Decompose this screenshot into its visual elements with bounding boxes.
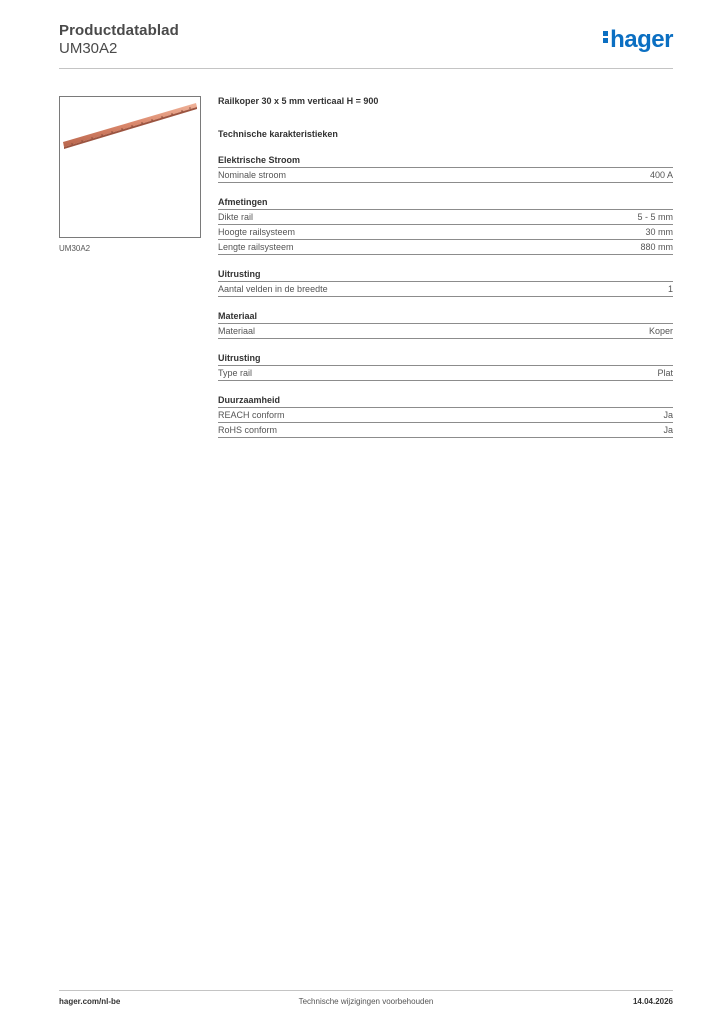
spec-value: 1 bbox=[667, 284, 673, 294]
spec-value: Ja bbox=[663, 425, 673, 435]
footer-notice: Technische wijzigingen voorbehouden bbox=[298, 997, 434, 1006]
section-title: Uitrusting bbox=[218, 353, 673, 366]
section-title: Uitrusting bbox=[218, 269, 673, 282]
copper-busbar-image bbox=[60, 97, 200, 237]
spec-row bbox=[218, 225, 673, 240]
spec-label: Type rail bbox=[218, 368, 253, 378]
spec-row bbox=[218, 324, 673, 339]
section-title: Afmetingen bbox=[218, 197, 673, 210]
spec-value: 5 - 5 mm bbox=[637, 212, 673, 222]
spec-section-equipment bbox=[218, 269, 673, 297]
spec-value: 400 A bbox=[649, 170, 673, 180]
spec-value: 30 mm bbox=[645, 227, 673, 237]
logo-text: hager bbox=[610, 26, 673, 53]
section-title: Duurzaamheid bbox=[218, 395, 673, 408]
spec-section-electrical bbox=[218, 155, 673, 183]
spec-value: Ja bbox=[663, 410, 673, 420]
spec-row bbox=[218, 423, 673, 438]
spec-label: Dikte rail bbox=[218, 212, 254, 222]
spec-label: Aantal velden in de breedte bbox=[218, 284, 328, 294]
spec-value: 880 mm bbox=[640, 242, 673, 252]
spec-label: Lengte railsysteem bbox=[218, 242, 294, 252]
page-header bbox=[59, 20, 673, 68]
hager-logo bbox=[603, 28, 673, 52]
footer-date: 14.04.2026 bbox=[632, 997, 673, 1006]
footer-website-link[interactable]: hager.com/nl-be bbox=[59, 997, 121, 1006]
spec-value: Plat bbox=[657, 368, 673, 378]
spec-label: REACH conform bbox=[218, 410, 285, 420]
image-caption: UM30A2 bbox=[59, 244, 91, 253]
spec-label: Hoogte railsysteem bbox=[218, 227, 296, 237]
spec-section-dimensions bbox=[218, 197, 673, 255]
spec-row bbox=[218, 282, 673, 297]
spec-section-material bbox=[218, 311, 673, 339]
logo-dots-icon bbox=[603, 29, 608, 45]
spec-value: Koper bbox=[648, 326, 673, 336]
spec-section-equipment-2 bbox=[218, 353, 673, 381]
spec-label: Nominale stroom bbox=[218, 170, 287, 180]
header-divider bbox=[59, 68, 673, 69]
spec-row bbox=[218, 168, 673, 183]
spec-row bbox=[218, 210, 673, 225]
section-title: Elektrische Stroom bbox=[218, 155, 673, 168]
spec-row bbox=[218, 240, 673, 255]
technical-heading: Technische karakteristieken bbox=[218, 129, 338, 139]
spec-row bbox=[218, 408, 673, 423]
spec-label: Materiaal bbox=[218, 326, 256, 336]
product-image bbox=[59, 96, 201, 238]
spec-label: RoHS conform bbox=[218, 425, 278, 435]
product-code: UM30A2 bbox=[59, 40, 118, 57]
section-title: Materiaal bbox=[218, 311, 673, 324]
spec-row bbox=[218, 366, 673, 381]
footer-divider bbox=[59, 990, 673, 991]
document-title: Productdatablad bbox=[59, 22, 179, 39]
product-name: Railkoper 30 x 5 mm verticaal H = 900 bbox=[218, 96, 379, 106]
spec-section-sustainability bbox=[218, 395, 673, 438]
specifications bbox=[218, 96, 673, 452]
